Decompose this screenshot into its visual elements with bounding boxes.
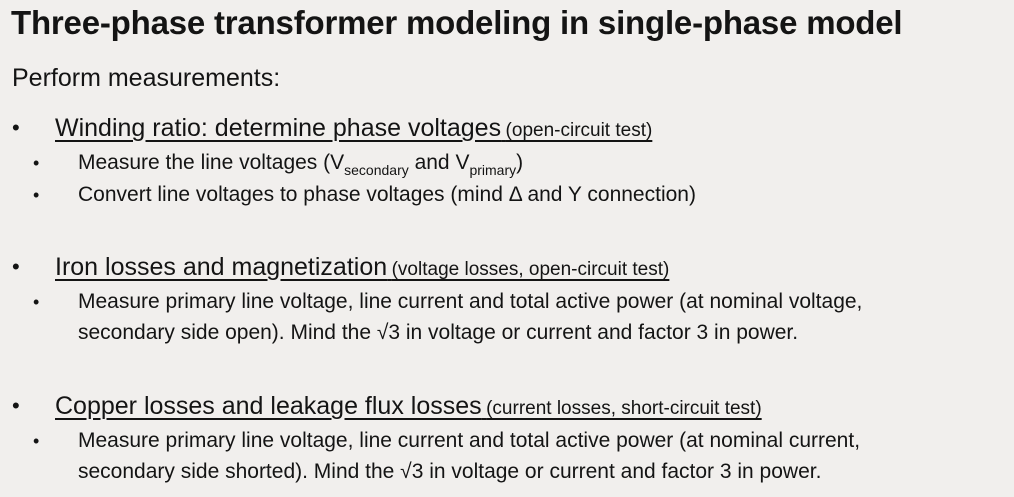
sub-item-line2: secondary side shorted). Mind the √3 in voltage or current and factor 3 in power. bbox=[78, 460, 822, 483]
slide-title: Three-phase transformer modeling in single-phase model bbox=[11, 4, 903, 41]
sub-bullet-dot: • bbox=[33, 292, 40, 312]
section-heading-note: (voltage losses, open-circuit test) bbox=[391, 259, 670, 280]
sub-item-line1: Measure primary line voltage, line current and total active power (at nominal current, bbox=[78, 429, 861, 452]
subscript-secondary: secondary bbox=[344, 162, 409, 178]
section-heading bbox=[55, 252, 669, 285]
section-heading-title: Winding ratio: determine phase voltages bbox=[55, 114, 502, 142]
section-heading-title: Copper losses and leakage flux losses bbox=[55, 392, 482, 420]
section-heading bbox=[55, 391, 762, 424]
subscript-primary: primary bbox=[469, 162, 517, 178]
sub-bullet-dot: • bbox=[33, 431, 40, 451]
sub-bullet-dot: • bbox=[33, 153, 40, 173]
sub-item-text: ) bbox=[516, 151, 524, 174]
section-heading-note: (current losses, short-circuit test) bbox=[486, 398, 762, 419]
bullet-dot: • bbox=[12, 115, 20, 140]
sub-bullet-dot: • bbox=[33, 185, 40, 205]
bullet-dot: • bbox=[12, 254, 20, 279]
sub-item-measure-line-voltages bbox=[78, 147, 523, 179]
sub-item-text: and V bbox=[408, 151, 470, 174]
sub-item-convert-voltages: Convert line voltages to phase voltages (mind Δ and Y connection) bbox=[78, 183, 696, 206]
section-heading bbox=[55, 113, 652, 146]
sub-item-line2: secondary side open). Mind the √3 in voltage or current and factor 3 in power. bbox=[78, 321, 799, 344]
sub-item-text: Measure the line voltages (V bbox=[78, 151, 345, 174]
intro-text: Perform measurements: bbox=[12, 64, 281, 92]
bullet-dot: • bbox=[12, 393, 20, 418]
section-heading-title: Iron losses and magnetization bbox=[55, 253, 388, 281]
sub-item-line1: Measure primary line voltage, line current and total active power (at nominal voltage, bbox=[78, 290, 863, 313]
section-heading-note: (open-circuit test) bbox=[505, 120, 653, 141]
